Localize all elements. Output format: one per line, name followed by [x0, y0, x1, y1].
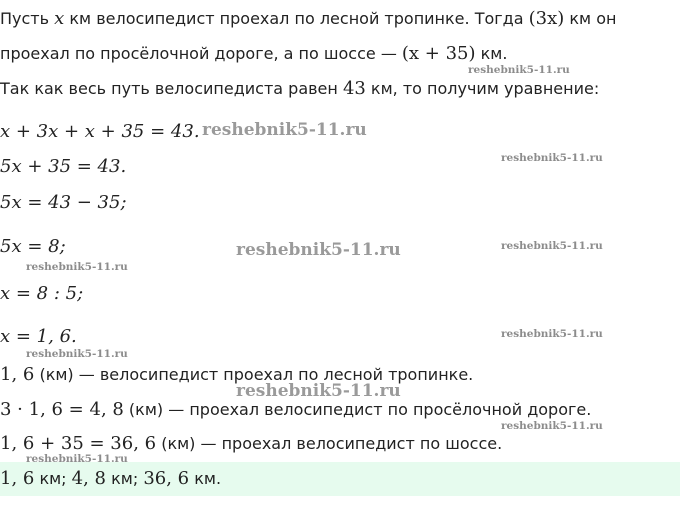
- math-var: x: [54, 8, 65, 29]
- answer-value-2: 4, 8: [71, 468, 107, 489]
- math-expression: 1, 6: [0, 364, 35, 385]
- answer-value-3: 36, 6: [143, 468, 190, 489]
- watermark: reshebnik5-11.ru: [26, 453, 128, 465]
- watermark: reshebnik5-11.ru: [202, 120, 367, 140]
- text: (км) — велосипедист проехал по лесной тропинке.: [34, 365, 474, 384]
- text: (км) — проехал велосипедист по шоссе.: [156, 434, 503, 453]
- text: (км) — проехал велосипедист по просёлочной дороге.: [123, 400, 592, 419]
- equation-2: 5x + 35 = 43.: [0, 156, 127, 177]
- result-line-2: [0, 400, 591, 420]
- watermark: reshebnik5-11.ru: [26, 348, 128, 360]
- result-line-3: [0, 434, 502, 454]
- text: Так как весь путь велосипедиста равен: [0, 79, 343, 98]
- math-expression: (3x): [528, 8, 565, 29]
- text: проехал по просёлочной дороге, а по шоссе —: [0, 44, 402, 63]
- equation-5: x = 8 : 5;: [0, 283, 84, 304]
- math-expression: 3 · 1, 6 = 4, 8: [0, 399, 124, 420]
- problem-line-2: [0, 44, 507, 64]
- watermark: reshebnik5-11.ru: [236, 381, 401, 401]
- math-expression: 1, 6 + 35 = 36, 6: [0, 433, 157, 454]
- watermark: reshebnik5-11.ru: [501, 152, 603, 164]
- problem-line-1: [0, 9, 616, 29]
- watermark: reshebnik5-11.ru: [501, 420, 603, 432]
- answer-line: [0, 469, 221, 489]
- equation-3: 5x = 43 − 35;: [0, 192, 127, 213]
- text: км, то получим уравнение:: [365, 79, 600, 98]
- text: км велосипедист проехал по лесной тропинке. Тогда: [64, 9, 529, 28]
- equation-4: 5x = 8;: [0, 236, 66, 257]
- math-expression: 43: [342, 78, 366, 99]
- text: км он: [564, 9, 617, 28]
- text: Пусть: [0, 9, 55, 28]
- text: км;: [106, 469, 144, 488]
- equation-6: x = 1, 6.: [0, 326, 77, 347]
- watermark: reshebnik5-11.ru: [26, 261, 128, 273]
- watermark: reshebnik5-11.ru: [501, 328, 603, 340]
- text: км.: [475, 44, 508, 63]
- equation-1: x + 3x + x + 35 = 43.: [0, 121, 200, 142]
- watermark: reshebnik5-11.ru: [468, 64, 570, 76]
- watermark: reshebnik5-11.ru: [236, 240, 401, 260]
- answer-value-1: 1, 6: [0, 468, 35, 489]
- math-expression: (x + 35): [401, 43, 476, 64]
- text: км;: [34, 469, 72, 488]
- problem-line-3: [0, 79, 599, 99]
- watermark: reshebnik5-11.ru: [501, 240, 603, 252]
- text: км.: [189, 469, 222, 488]
